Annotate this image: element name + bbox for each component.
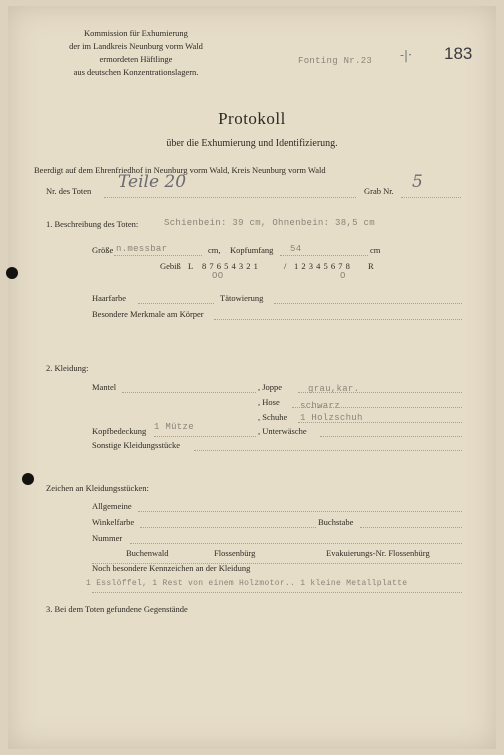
gebiss-R: R <box>368 261 374 271</box>
schuhe-label: , Schuhe <box>258 412 288 422</box>
haarfarbe-label: Haarfarbe <box>92 293 126 303</box>
allgemeine-label: Allgemeine <box>92 501 132 511</box>
evak-label: Evakuierungs-Nr. Flossenbürg <box>326 548 430 558</box>
gebiss-left: 8 7 6 5 4 3 2 1 <box>202 261 259 271</box>
section1-label: 1. Beschreibung des Toten: <box>46 219 139 229</box>
gebiss-right: 1 2 3 4 5 6 7 8 <box>294 261 351 271</box>
gebiss-mark-left: OO <box>212 271 224 281</box>
hose-label: , Hose <box>258 397 280 407</box>
subtitle: über die Exhumierung und Identifizierung. <box>166 138 338 149</box>
groesse-label: Größe <box>92 245 114 255</box>
kopfumfang-value: 54 <box>290 244 302 254</box>
buchstabe-label: Buchstabe <box>318 517 354 527</box>
joppe-label: , Joppe <box>258 382 283 392</box>
cm-2: cm <box>370 245 381 255</box>
typed-reference: Fonting Nr.23 <box>298 56 373 66</box>
flossenbuerg-label: Flossenbürg <box>214 548 256 558</box>
groesse-value: n.messbar <box>116 244 168 254</box>
hole-punch-2 <box>22 473 34 485</box>
gebiss-sep: / <box>284 261 287 271</box>
schuhe-value: 1 Holzschuh <box>300 413 363 423</box>
grab-value: 5 <box>412 172 423 192</box>
winkelfarbe-label: Winkelfarbe <box>92 517 135 527</box>
gebiss-label: Gebiß <box>160 261 181 271</box>
hose-value: schwarz <box>300 401 340 411</box>
dash-mark: -|· <box>400 48 412 62</box>
sonstige-label: Sonstige Kleidungsstücke <box>92 440 181 450</box>
nr-value: Teile 20 <box>118 172 187 192</box>
commission-line-1: Kommission für Exhumierung <box>84 28 188 38</box>
kopfumfang-label: Kopfumfang <box>230 245 274 255</box>
nr-label: Nr. des Toten <box>46 186 92 196</box>
joppe-value: grau,kar. <box>308 384 360 394</box>
commission-line-4: aus deutschen Konzentrationslagern. <box>73 67 199 77</box>
nummer-label: Nummer <box>92 533 123 543</box>
section2-label: 2. Kleidung: <box>46 363 89 373</box>
taetowierung-label: Tätowierung <box>220 293 264 303</box>
kopfbedeckung-value: 1 Mütze <box>154 422 194 432</box>
document-page <box>8 6 496 749</box>
buchenwald-label: Buchenwald <box>126 548 169 558</box>
unterwaesche-label: , Unterwäsche <box>258 426 307 436</box>
section3-label: 3. Bei dem Toten gefundene Gegenstände <box>46 604 188 614</box>
commission-line-3: ermordeten Häftlinge <box>99 54 173 64</box>
zeichen-label: Zeichen an Kleidungsstücken: <box>46 483 149 493</box>
merkmale-label: Besondere Merkmale am Körper <box>92 309 204 319</box>
gebiss-L: L <box>188 261 194 271</box>
page-number: 183 <box>444 44 473 63</box>
grab-label: Grab Nr. <box>364 186 394 196</box>
kopfbedeckung-label: Kopfbedeckung <box>92 426 147 436</box>
desc-value: Schienbein: 39 cm, Ohnenbein: 38,5 cm <box>164 218 375 228</box>
page-title: Protokoll <box>218 109 286 128</box>
noch-label: Noch besondere Kennzeichen an der Kleidung <box>92 563 251 573</box>
mantel-label: Mantel <box>92 382 117 392</box>
hole-punch-1 <box>6 267 18 279</box>
gebiss-mark-right: O <box>340 271 346 281</box>
cm-1: cm, <box>208 245 221 255</box>
noch-value: 1 Esslöffel, 1 Rest von einem Holzmotor.. 1 kleine Metallplatte <box>86 579 408 588</box>
commission-line-2: der im Landkreis Neunburg vorm Wald <box>69 41 203 51</box>
burial-label: Beerdigt auf dem Ehrenfriedhof in Neunburg vorm Wald, Kreis Neunburg vorm Wald <box>34 165 326 175</box>
